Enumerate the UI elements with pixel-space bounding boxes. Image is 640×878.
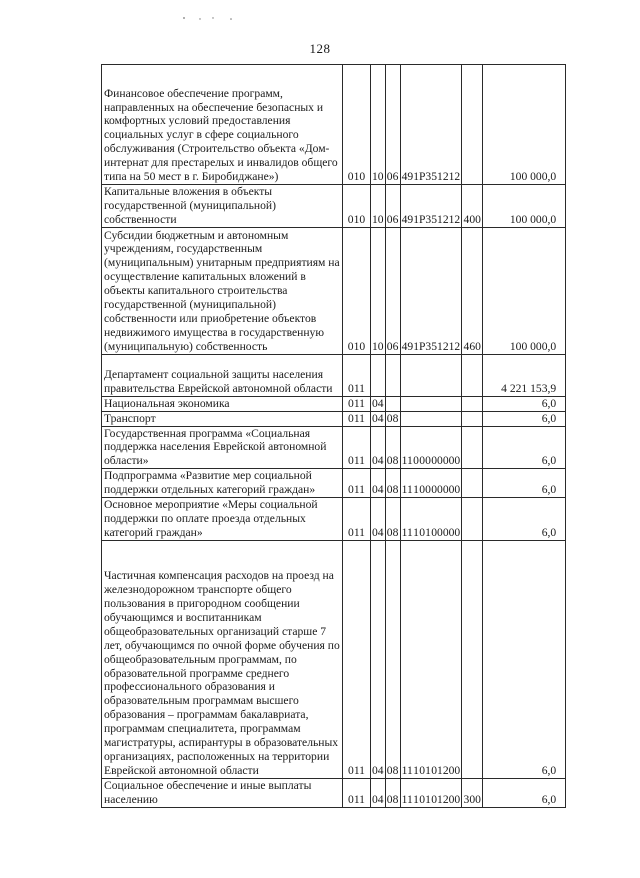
target-subprogram-code: 1 — [413, 170, 419, 184]
target-program-code: 49 — [401, 212, 414, 226]
item-name-cell: Капитальные вложения в объекты государственной (муниципальной) собственности — [102, 185, 343, 228]
section-code-cell — [371, 354, 386, 396]
section-code-cell: 04 — [371, 498, 386, 541]
target-article-cell — [400, 396, 462, 411]
target-subprogram-code: 1 — [413, 792, 419, 806]
target-article-cell — [400, 354, 462, 396]
subsection-code-cell — [385, 396, 400, 411]
item-name-cell: Государственная программа «Социальная поддержка населения Еврейской автономной области» — [102, 426, 343, 469]
table-row — [102, 498, 566, 541]
target-event-code: 01 — [419, 763, 431, 777]
target-article-cell — [400, 227, 462, 354]
target-article-cell — [400, 778, 462, 807]
subsection-code-cell: 08 — [385, 540, 400, 778]
target-article-cell — [400, 65, 462, 185]
item-name-cell: Подпрограмма «Развитие мер социальной поддержки отдельных категорий граждан» — [102, 469, 343, 498]
subsection-code-cell: 06 — [385, 185, 400, 228]
ministry-code-cell: 010 — [343, 65, 371, 185]
amount-cell: 6,0 — [483, 469, 566, 498]
target-event-code: P3 — [418, 212, 432, 226]
target-subprogram-code: 1 — [413, 763, 419, 777]
target-event-code: 00 — [419, 454, 431, 468]
table-row — [102, 426, 566, 469]
section-code-cell: 04 — [372, 411, 384, 425]
target-article-cell — [400, 540, 462, 778]
ministry-code-cell: 010 — [343, 185, 371, 228]
table-row — [102, 411, 566, 426]
table-row — [102, 396, 566, 411]
section-code-cell: 04 — [372, 396, 384, 410]
item-name-cell: Частичная компенсация расходов на проезд на железнодорожном транспорте общего пользования в пригородном сообщении обучающимся и воспитанникам общеобразовательных организаций старше 7 лет, обучающимся по очной форме обучения по общеобразовательным программам, по образовательной программе среднего профессионального образования и образовательным программам высшего образования – программам бакалавриата, программам специалитета, программам магистратуры, аспирантуры в образовательных организациях, расположенных на территории Еврейской автономной области — [102, 540, 343, 778]
target-program-code: 11 — [401, 454, 413, 468]
subsection-code-cell: 06 — [385, 65, 400, 185]
amount-cell: 100 000,0 — [483, 227, 566, 354]
target-subprogram-code: 1 — [413, 212, 419, 226]
target-event-code: 00 — [419, 483, 431, 497]
expense-type-cell — [462, 411, 483, 426]
subsection-code-cell: 08 — [385, 426, 400, 469]
target-subprogram-code: 1 — [413, 525, 419, 539]
target-article-cell — [400, 411, 462, 426]
target-direction-code: 01200 — [431, 792, 461, 806]
target-direction-code: 51212 — [431, 339, 461, 353]
amount-cell: 6,0 — [483, 411, 566, 426]
item-name-cell: Национальная экономика — [102, 396, 343, 411]
target-direction-code: 00000 — [431, 525, 461, 539]
section-code-cell: 04 — [371, 469, 386, 498]
target-event-code: P3 — [418, 339, 432, 353]
table-row — [102, 185, 566, 228]
subsection-code-cell — [385, 354, 400, 396]
amount-cell: 100 000,0 — [483, 65, 566, 185]
target-direction-code: 51212 — [431, 170, 461, 184]
section-code-cell: 04 — [371, 426, 386, 469]
ministry-code-cell: 011 — [343, 778, 371, 807]
section-code-cell: 04 — [371, 540, 386, 778]
ministry-code-cell: 011 — [343, 469, 371, 498]
target-program-code: 11 — [401, 792, 413, 806]
target-program-code: 11 — [401, 525, 413, 539]
item-name-cell: Департамент социальной защиты населения правительства Еврейской автономной области — [102, 354, 343, 396]
section-code-cell: 04 — [371, 778, 386, 807]
item-name-cell: Финансовое обеспечение программ, направленных на обеспечение безопасных и комфортных условий предоставления социальных услуг в сфере социального обслуживания (Строительство объекта «Дом-интернат для престарелых и инвалидов общего типа на 50 мест в г. Биробиджане») — [102, 65, 343, 185]
target-article-cell — [400, 185, 462, 228]
target-direction-code: 00000 — [431, 483, 461, 497]
amount-cell: 6,0 — [483, 498, 566, 541]
amount-cell: 6,0 — [483, 778, 566, 807]
expense-type-cell — [462, 540, 483, 778]
subsection-code-cell: 08 — [385, 778, 400, 807]
expense-type-cell: 300 — [462, 778, 483, 807]
table-row — [102, 469, 566, 498]
table-row — [102, 778, 566, 807]
amount-cell: 6,0 — [483, 540, 566, 778]
section-code-cell: 10 — [371, 65, 386, 185]
target-program-code: 11 — [401, 483, 413, 497]
expense-type-cell — [462, 469, 483, 498]
target-article-cell — [400, 469, 462, 498]
target-program-code: 49 — [401, 339, 414, 353]
expense-type-cell — [462, 354, 483, 396]
target-direction-code: 00000 — [431, 454, 461, 468]
target-direction-code: 51212 — [431, 212, 461, 226]
target-subprogram-code: 1 — [413, 483, 419, 497]
target-article-cell — [400, 498, 462, 541]
target-article-cell — [400, 426, 462, 469]
section-code-cell: 10 — [371, 227, 386, 354]
table-row — [102, 65, 566, 185]
ministry-code-cell: 011 — [343, 354, 371, 396]
subsection-code-cell: 06 — [385, 227, 400, 354]
expense-type-cell — [462, 396, 483, 411]
subsection-code-cell: 08 — [385, 469, 400, 498]
amount-cell: 4 221 153,9 — [483, 354, 566, 396]
subsection-code-cell: 08 — [386, 411, 399, 425]
amount-cell: 6,0 — [483, 396, 566, 411]
subsection-code-cell: 08 — [385, 498, 400, 541]
table-row — [102, 354, 566, 396]
target-direction-code: 01200 — [431, 763, 461, 777]
ministry-code-cell: 011 — [343, 426, 371, 469]
amount-cell: 100 000,0 — [483, 185, 566, 228]
section-code-cell: 10 — [371, 185, 386, 228]
target-program-code: 49 — [401, 170, 414, 184]
item-name-cell: Субсидии бюджетным и автономным учреждениям, государственным (муниципальным) унитарным предприятиям на осуществление капитальных вложений в объекты капитального строительства государственной (муниципальной) собственности или приобретение объектов недвижимого имущества в государственную (муниципальную) собственность — [102, 227, 343, 354]
target-event-code: 01 — [419, 525, 431, 539]
table-row — [102, 540, 566, 778]
expense-type-cell — [462, 426, 483, 469]
expense-type-cell — [462, 65, 483, 185]
amount-cell: 6,0 — [483, 426, 566, 469]
expense-type-cell — [462, 498, 483, 541]
target-program-code: 11 — [401, 763, 413, 777]
target-subprogram-code: 1 — [413, 339, 419, 353]
item-name-cell: Социальное обеспечение и иные выплаты населению — [102, 778, 343, 807]
page-number: 128 — [309, 41, 331, 56]
ministry-code-cell: 011 — [343, 411, 371, 426]
ministry-code-cell: 011 — [343, 498, 371, 541]
ministry-code-cell: 011 — [343, 396, 371, 411]
item-name-cell: Транспорт — [102, 411, 343, 426]
expense-type-cell: 400 — [462, 185, 483, 228]
target-event-code: P3 — [418, 170, 432, 184]
ministry-code-cell: 011 — [343, 540, 371, 778]
item-name-cell: Основное мероприятие «Меры социальной поддержки по оплате проезда отдельных категорий граждан» — [102, 498, 343, 541]
expense-type-cell: 460 — [462, 227, 483, 354]
budget-table — [101, 64, 566, 808]
table-row — [102, 227, 566, 354]
target-event-code: 01 — [419, 792, 431, 806]
ministry-code-cell: 010 — [343, 227, 371, 354]
target-subprogram-code: 0 — [413, 454, 419, 468]
